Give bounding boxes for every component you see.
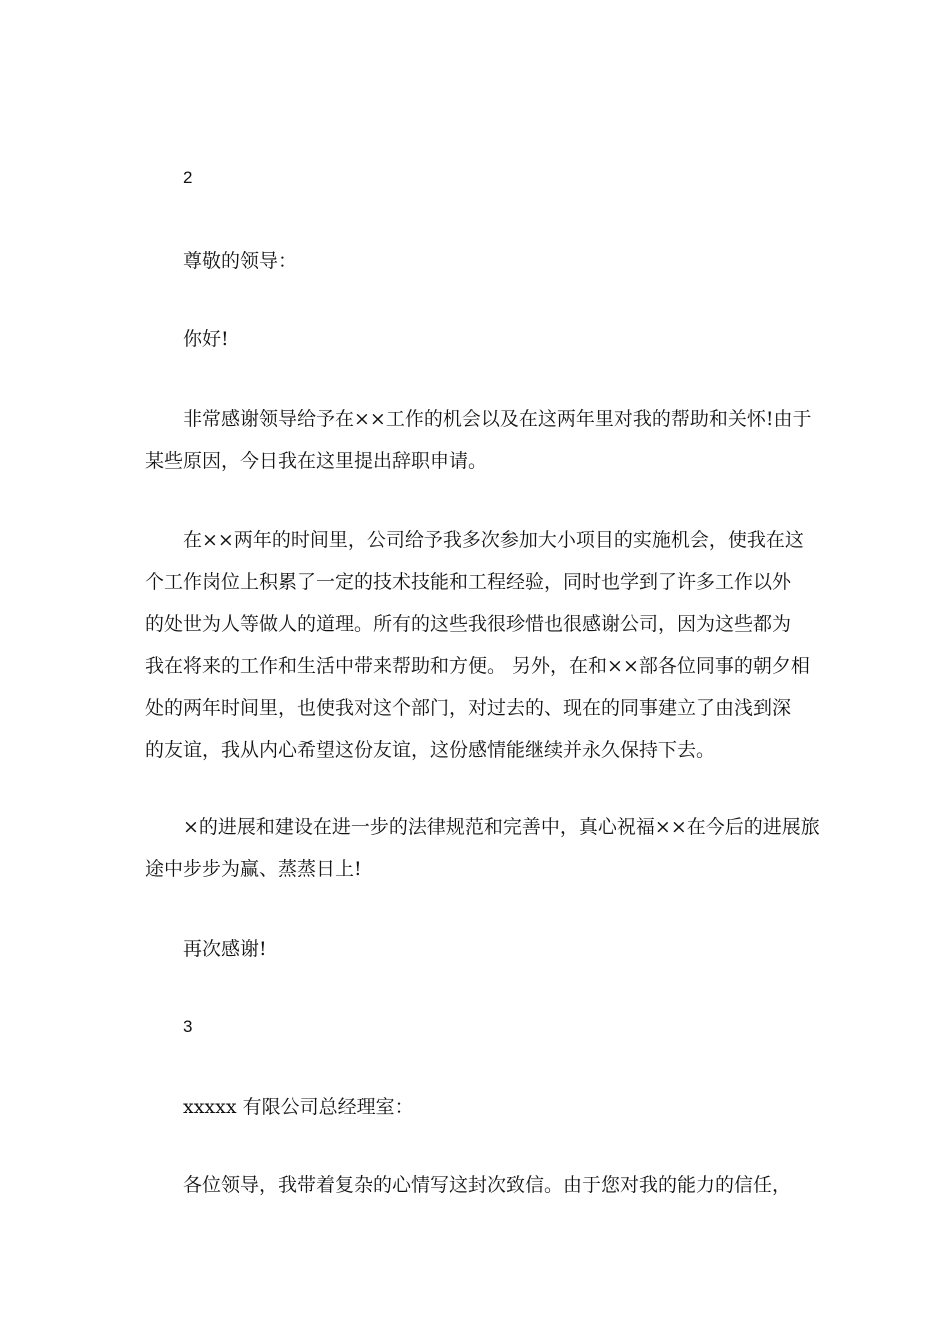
paragraph-line: 各位领导，我带着复杂的心情写这封次致信。由于您对我的能力的信任， [183, 1174, 792, 1196]
greeting: 你好! [183, 328, 229, 350]
paragraph-line: 的处世为人等做人的道理。所有的这些我很珍惜也很感谢公司，因为这些都为 [145, 613, 792, 635]
paragraph-line: 途中步步为赢、蒸蒸日上! [145, 858, 362, 880]
section-number: 2 [183, 168, 193, 187]
paragraph-line: 非常感谢领导给予在××工作的机会以及在这两年里对我的帮助和关怀!由于 [183, 408, 812, 430]
paragraph-line: 的友谊，我从内心希望这份友谊，这份感情能继续并永久保持下去。 [145, 739, 716, 761]
section-number: 3 [183, 1017, 193, 1036]
paragraph-line: ×的进展和建设在进一步的法律规范和完善中，真心祝福××在今后的进展旅 [183, 816, 820, 838]
paragraph-line: 在××两年的时间里，公司给予我多次参加大小项目的实施机会，使我在这 [183, 529, 804, 551]
paragraph-line: 某些原因，今日我在这里提出辞职申请。 [145, 450, 488, 472]
paragraph-line: 我在将来的工作和生活中带来帮助和方便。 另外，在和××部各位同事的朝夕相 [145, 655, 810, 677]
salutation: 尊敬的领导： [183, 250, 298, 272]
paragraph-line: 个工作岗位上积累了一定的技术技能和工程经验，同时也学到了许多工作以外 [145, 571, 792, 593]
salutation: xxxxx 有限公司总经理室： [183, 1096, 414, 1118]
closing: 再次感谢! [183, 938, 267, 960]
paragraph-line: 处的两年时间里，也使我对这个部门，对过去的、现在的同事建立了由浅到深 [145, 697, 792, 719]
